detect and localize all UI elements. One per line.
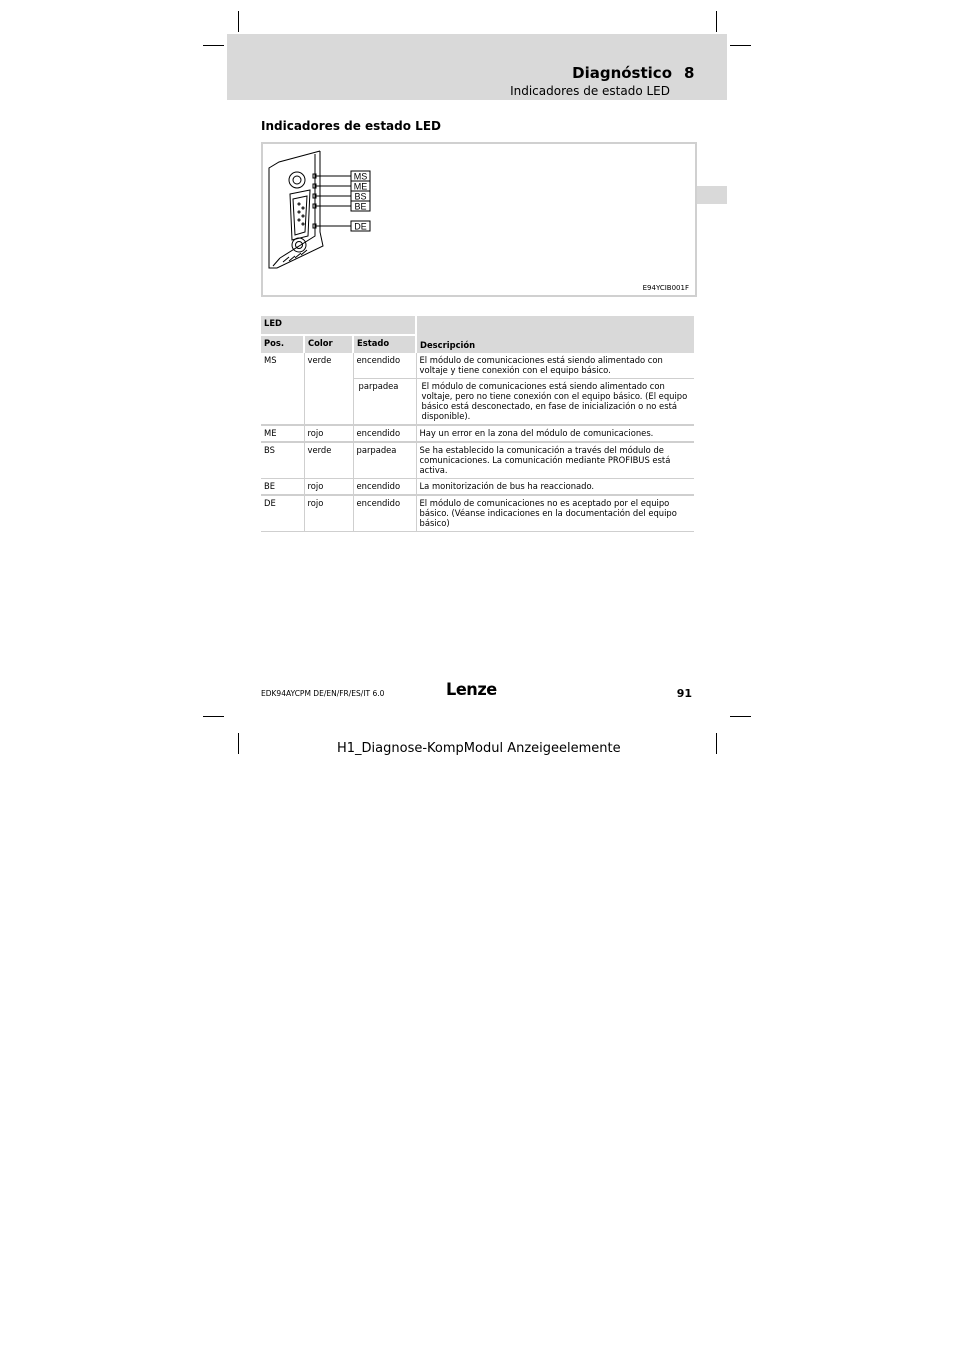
table-row bbox=[261, 495, 694, 532]
cell-state: encendido bbox=[353, 353, 416, 379]
footer-doc-code: EDK94AYCPM DE/EN/FR/ES/IT 6.0 bbox=[261, 689, 385, 698]
cell-pos: BS bbox=[261, 442, 304, 479]
cell-description: El módulo de comunicaciones está siendo alimentado con voltaje, pero no tiene conexión con el equipo básico. (El equipo básico está desconectado, en fase de inicialización o no está disponible). bbox=[416, 379, 694, 426]
crop-mark bbox=[203, 45, 224, 46]
cell-description: La monitorización de bus ha reaccionado. bbox=[416, 479, 694, 496]
chapter-side-tab bbox=[697, 186, 727, 204]
table-row bbox=[261, 442, 694, 479]
crop-mark bbox=[238, 733, 239, 754]
table-row bbox=[261, 479, 694, 496]
header-description: Descripción bbox=[416, 316, 694, 353]
crop-mark bbox=[730, 716, 751, 717]
cell-color: rojo bbox=[304, 495, 353, 532]
led-label-me: ME bbox=[353, 181, 368, 192]
cell-description: El módulo de comunicaciones está siendo alimentado con voltaje y tiene conexión con el equipo básico. bbox=[416, 353, 694, 379]
cell-pos: DE bbox=[261, 495, 304, 532]
table-group-header: LED bbox=[261, 316, 416, 335]
led-label-de: DE bbox=[354, 221, 367, 232]
led-label-ms: MS bbox=[353, 171, 368, 182]
cell-state: encendido bbox=[353, 425, 416, 442]
table-row bbox=[261, 425, 694, 442]
cell-pos: ME bbox=[261, 425, 304, 442]
led-status-table bbox=[261, 316, 694, 532]
cell-pos: MS bbox=[261, 353, 304, 425]
chapter-number: 8 bbox=[684, 64, 695, 82]
chapter-title: Diagnóstico bbox=[572, 64, 672, 82]
cell-state: parpadea bbox=[353, 379, 416, 426]
led-label-bs: BS bbox=[354, 191, 367, 202]
led-figure bbox=[261, 142, 697, 297]
cell-color: verde bbox=[304, 353, 353, 425]
chapter-subtitle: Indicadores de estado LED bbox=[510, 84, 670, 98]
header-pos: Pos. bbox=[261, 335, 304, 353]
cell-color: verde bbox=[304, 442, 353, 479]
crop-mark bbox=[203, 716, 224, 717]
cell-description: El módulo de comunicaciones no es aceptado por el equipo básico. (Véanse indicaciones en la documentación del equipo básico) bbox=[416, 495, 694, 532]
figure-code: E94YCIB001F bbox=[642, 284, 689, 292]
crop-mark bbox=[238, 11, 239, 32]
cell-pos: BE bbox=[261, 479, 304, 496]
cell-description: Se ha establecido la comunicación a través del módulo de comunicaciones. La comunicación mediante PROFIBUS está activa. bbox=[416, 442, 694, 479]
crop-mark bbox=[716, 11, 717, 32]
cell-description: Hay un error en la zona del módulo de comunicaciones. bbox=[416, 425, 694, 442]
led-label-be: BE bbox=[354, 201, 367, 212]
section-heading: Indicadores de estado LED bbox=[261, 119, 441, 133]
crop-mark bbox=[716, 733, 717, 754]
page-number: 91 bbox=[676, 687, 692, 700]
lenze-logo: Lenze bbox=[446, 680, 497, 700]
crop-mark bbox=[730, 45, 751, 46]
cell-state: parpadea bbox=[353, 442, 416, 479]
cell-color: rojo bbox=[304, 425, 353, 442]
cell-color: rojo bbox=[304, 479, 353, 496]
table-row bbox=[261, 353, 694, 379]
header-color: Color bbox=[304, 335, 353, 353]
page-caption: H1_Diagnose-KompModul Anzeigeelemente bbox=[337, 741, 621, 756]
cell-state: encendido bbox=[353, 495, 416, 532]
connector-drawing bbox=[263, 144, 695, 295]
header-state: Estado bbox=[353, 335, 416, 353]
cell-state: encendido bbox=[353, 479, 416, 496]
